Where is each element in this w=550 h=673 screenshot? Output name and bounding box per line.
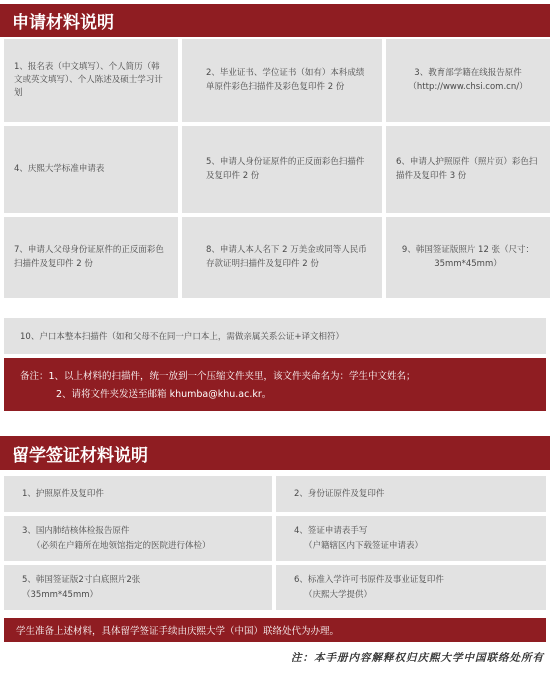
- visa-item-3: [4, 516, 272, 561]
- material-item-5: 5、申请人身份证原件的正反面彩色扫描件及复印件 2 份: [182, 126, 382, 213]
- visa-item-sub: （户籍辖区内下载签证申请表）: [304, 540, 424, 551]
- material-item-4: 4、庆熙大学标准申请表: [4, 126, 178, 213]
- visa-item-sub: （35mm*45mm）: [22, 589, 99, 600]
- visa-item-4: [276, 516, 546, 561]
- visa-note: 学生准备上述材料，具体留学签证手续由庆熙大学（中国）联络处代为办理。: [4, 618, 546, 642]
- visa-item-5: [4, 565, 272, 610]
- material-item-6: 6、申请人护照原件（照片页）彩色扫描件及复印件 3 份: [386, 126, 550, 213]
- visa-item-6: [276, 565, 546, 610]
- material-item-1: 1、报名表（中文填写）、个人简历（韩文或英文填写）、个人陈述及硕士学习计划: [4, 39, 178, 122]
- visa-item-1: [4, 476, 272, 512]
- note-line-1: 备注：1、以上材料的扫描件，统一放到一个压缩文件夹里，该文件夹命名为：学生中文姓名；: [20, 371, 416, 382]
- material-item-8: 8、申请人本人名下 2 万美金或同等人民币存款证明扫描件及复印件 2 份: [182, 217, 382, 298]
- section-title-text: 留学签证材料说明: [12, 445, 148, 466]
- application-materials-grid: [4, 39, 546, 298]
- visa-item-main: 5、韩国签证版2寸白底照片2张: [22, 575, 141, 586]
- section-title-text: 申请材料说明: [12, 13, 114, 33]
- visa-item-2: [276, 476, 546, 512]
- material-item-3: 3、教育部学籍在线报告原件（http://www.chsi.com.cn/）: [386, 39, 550, 122]
- section-title-application: [0, 4, 550, 37]
- material-item-7: 7、申请人父母身份证原件的正反面彩色扫描件及复印件 2 份: [4, 217, 178, 298]
- visa-materials-grid: [4, 476, 546, 610]
- material-item-9: 9、韩国签证版照片 12 张（尺寸：35mm*45mm）: [386, 217, 550, 298]
- material-item-2: 2、毕业证书、学位证书（如有）本科成绩单原件彩色扫描件及彩色复印件 2 份: [182, 39, 382, 122]
- footer-note: 注：本手册内容解释权归庆熙大学中国联络处所有: [291, 652, 544, 664]
- visa-item-main: 4、签证申请表手写: [294, 526, 368, 537]
- material-item-10: 10、户口本整本扫描件（如和父母不在同一户口本上，需做亲属关系公证+译文相符）: [4, 318, 546, 354]
- visa-item-main: 1、护照原件及复印件: [22, 488, 104, 499]
- note-line-2: 2、请将文件夹发送至邮箱 khumba@khu.ac.kr。: [56, 389, 272, 401]
- visa-item-sub: （必须在户籍所在地领馆指定的医院进行体检）: [32, 540, 211, 551]
- application-note: [4, 358, 546, 411]
- visa-item-main: 3、国内肺结核体检报告原件: [22, 526, 130, 537]
- visa-item-sub: （庆熙大学提供）: [304, 589, 373, 600]
- visa-item-main: 2、身份证原件及复印件: [294, 488, 385, 499]
- visa-item-main: 6、标准入学许可书原件及事业证复印件: [294, 575, 444, 586]
- section-title-visa: [0, 436, 550, 470]
